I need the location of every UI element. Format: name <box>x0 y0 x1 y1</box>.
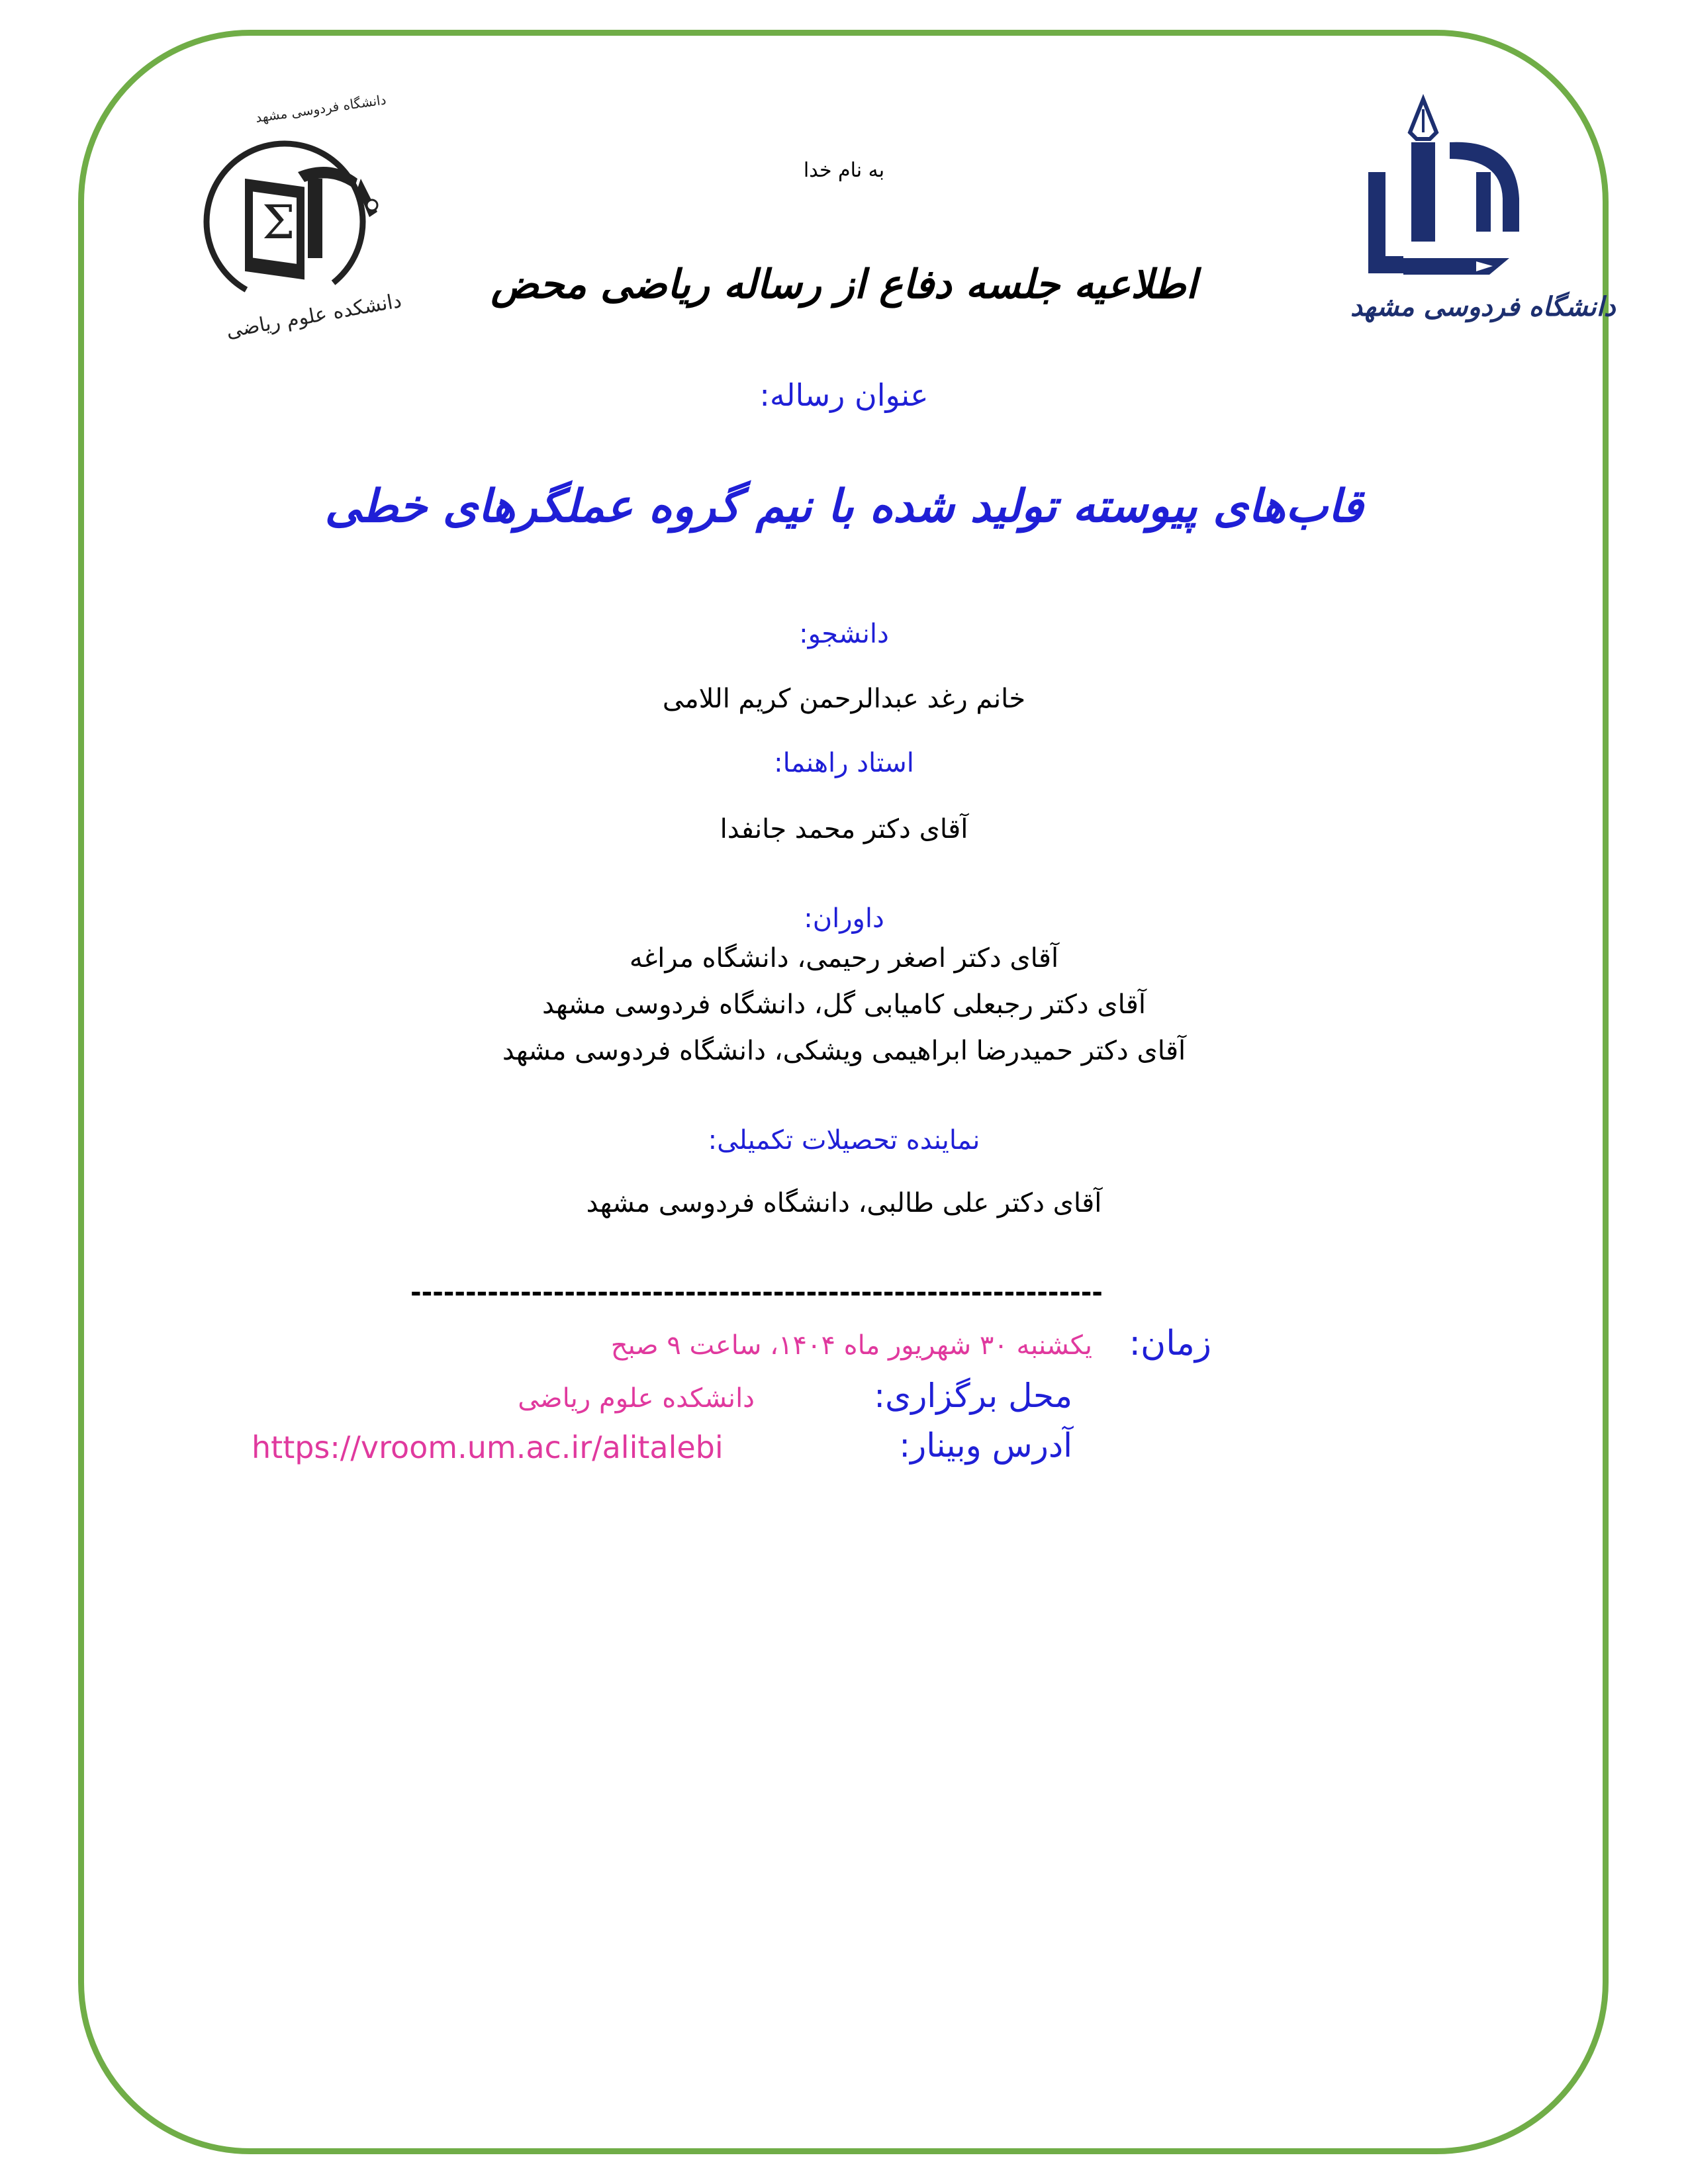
time-value: یکشنبه ۳۰ شهریور ماه ۱۴۰۴، ساعت ۹ صبح <box>610 1330 1092 1361</box>
webinar-link[interactable]: https://vroom.um.ac.ir/alitalebi <box>252 1430 724 1465</box>
dashed-divider: --------------------------------------------------------------- <box>410 1277 1103 1308</box>
announcement-title: اطلاعیه جلسه دفاع از رساله ریاضی محض <box>491 261 1197 308</box>
student-name: خانم رغد عبدالرحمن کریم اللامی <box>662 684 1026 714</box>
thesis-title: قاب‌های پیوسته تولید شده با نیم گروه عملگرهای خطی <box>324 480 1364 533</box>
referee-item: آقای دکتر رجبعلی کامیابی گل، دانشگاه فردوسی مشهد <box>541 989 1147 1020</box>
representative-label: نماینده تحصیلات تکمیلی: <box>708 1125 980 1156</box>
bismillah: به نام خدا <box>803 159 885 182</box>
referee-item: آقای دکتر حمیدرضا ابراهیمی ویشکی، دانشگاه فردوسی مشهد <box>502 1036 1186 1066</box>
student-label: دانشجو: <box>799 619 889 649</box>
thesis-label: عنوان رساله: <box>759 377 929 413</box>
svg-text:Σ: Σ <box>262 195 295 250</box>
referee-item: آقای دکتر اصغر رحیمی، دانشگاه مراغه <box>629 943 1059 974</box>
supervisor-name: آقای دکتر محمد جانفدا <box>720 814 968 844</box>
webinar-label: آدرس وبینار: <box>899 1426 1072 1465</box>
representative-name: آقای دکتر علی طالبی، دانشگاه فردوسی مشهد <box>586 1188 1102 1218</box>
supervisor-label: استاد راهنما: <box>774 748 914 778</box>
faculty-logo-text-bottom: دانشکده علوم ریاضی <box>224 289 404 343</box>
faculty-logo-text-top: دانشگاه فردوسی مشهد <box>254 91 387 126</box>
venue-value: دانشکده علوم ریاضی <box>518 1383 755 1414</box>
referees-label: داوران: <box>804 903 884 934</box>
page-border-frame <box>78 30 1609 2154</box>
faculty-logo <box>199 91 404 344</box>
university-logo-text: دانشگاه فردوسی مشهد <box>1350 291 1616 322</box>
time-label: زمان: <box>1129 1324 1211 1363</box>
venue-label: محل برگزاری: <box>874 1377 1072 1415</box>
